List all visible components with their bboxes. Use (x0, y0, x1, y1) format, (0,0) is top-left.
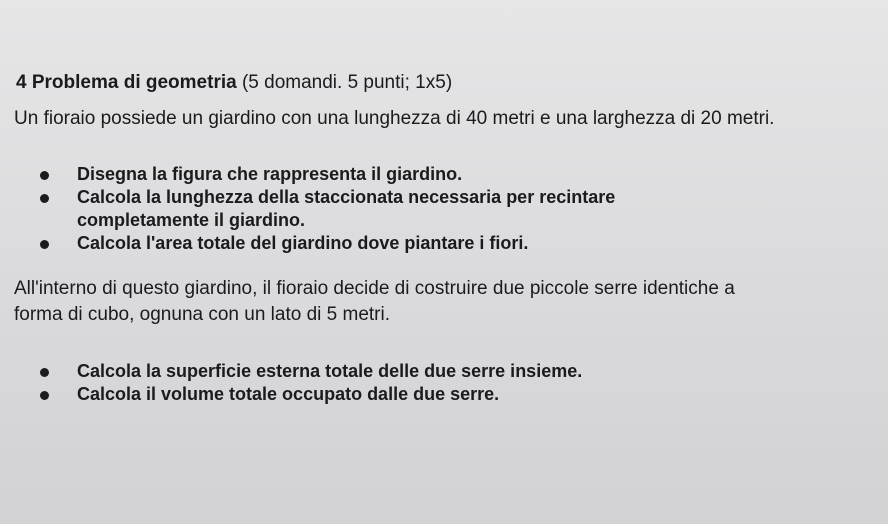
problem-title (16, 72, 452, 94)
task-text-continuation: completamente il giardino. (77, 210, 306, 230)
task-text: Calcola il volume totale occupato dalle due serre. (77, 384, 500, 404)
bullet-icon (40, 240, 49, 249)
list-item (40, 186, 615, 232)
bullet-icon (40, 368, 49, 377)
garden-task-list (40, 163, 615, 255)
intro-paragraph: Un fioraio possiede un giardino con una lunghezza di 40 metri e una larghezza di 20 metri. (14, 108, 775, 129)
problem-title-text: 4 Problema di geometria (16, 72, 237, 93)
list-item (40, 383, 582, 406)
bullet-icon (40, 171, 49, 180)
problem-points: (5 domandi. 5 punti; 1x5) (241, 72, 453, 93)
task-text: Calcola la lunghezza della staccionata necessaria per recintare (77, 187, 616, 207)
bleed-through-texture: ⁠ ⁠ ⁠ ⁠ ⁠ (190, 23, 225, 50)
bullet-icon (40, 391, 49, 400)
paragraph-line: forma di cubo, ognuna con un lato di 5 metri. (14, 304, 391, 325)
task-text: Disegna la figura che rappresenta il giardino. (77, 164, 463, 184)
list-item (40, 163, 615, 186)
list-item (40, 360, 582, 383)
list-item (40, 232, 615, 255)
task-text: Calcola l'area totale del giardino dove piantare i fiori. (77, 233, 529, 253)
second-paragraph (14, 276, 735, 328)
task-text: Calcola la superficie esterna totale delle due serre insieme. (77, 361, 583, 381)
greenhouse-task-list (40, 360, 582, 406)
bullet-icon (40, 194, 49, 203)
paragraph-line: All'interno di questo giardino, il fioraio decide di costruire due piccole serre identiche a (14, 278, 735, 299)
